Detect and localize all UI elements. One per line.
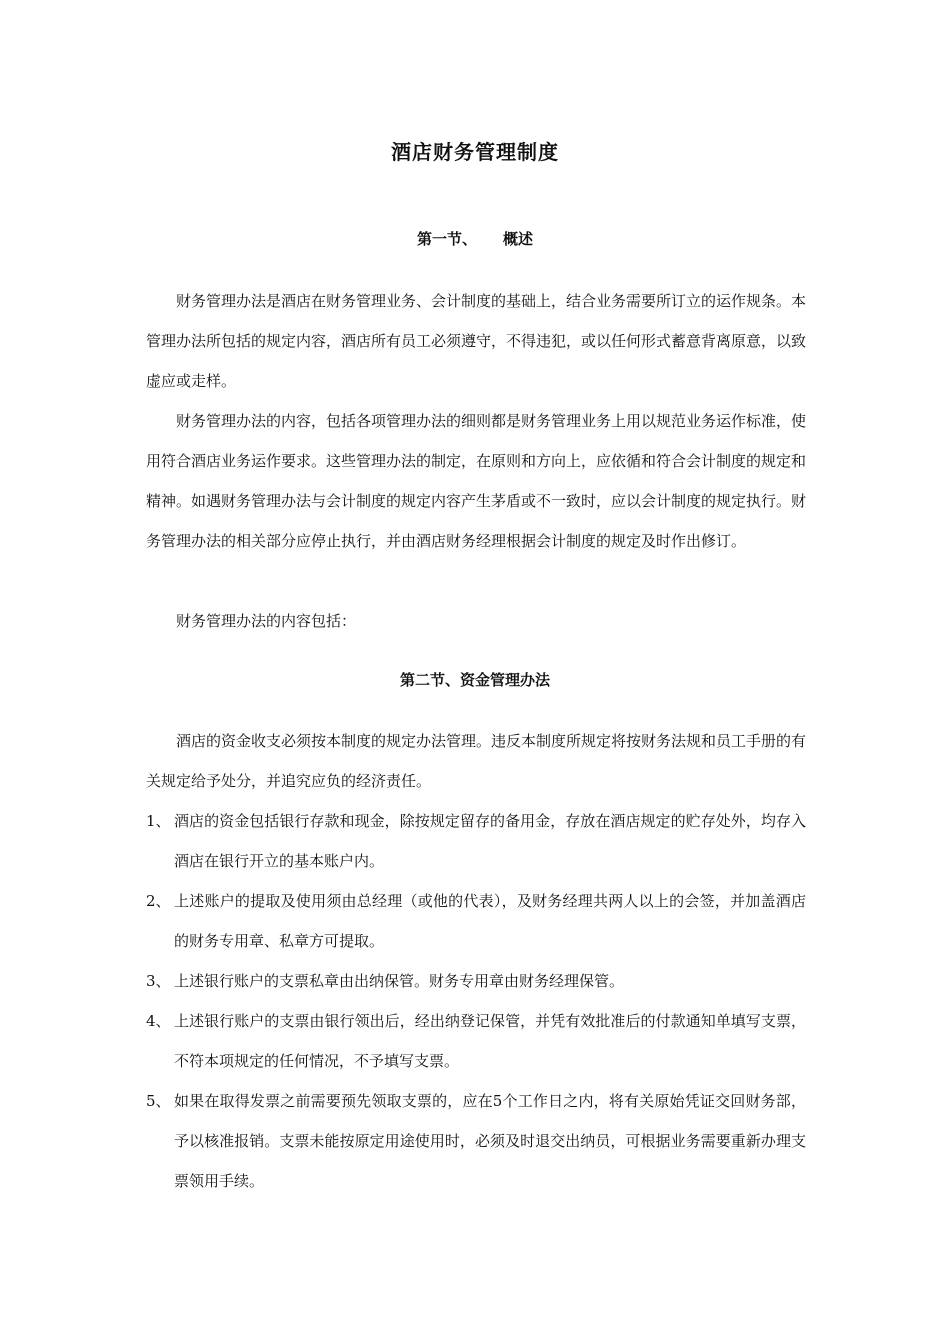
list-item-text: 酒店的资金包括银行存款和现金，除按规定留存的备用金，存放在酒店规定的贮存处外，均存入酒店在银行开立的基本账户内。 <box>174 812 806 870</box>
section-1-paragraph: 财务管理办法的内容包括： <box>176 612 357 630</box>
list-item <box>146 801 806 881</box>
fund-rules-list <box>146 801 806 1201</box>
list-item-number: 4、 <box>146 1012 171 1030</box>
section-2-intro: 酒店的资金收支必须按本制度的规定办法管理。违反本制度所规定将按财务法规和员工手册的有关规定给予处分，并追究应负的经济责任。 <box>146 732 807 790</box>
list-item-text: 上述银行账户的支票由银行领出后，经出纳登记保管，并凭有效批准后的付款通知单填写支票，不符本项规定的任何情况，不予填写支票。 <box>174 1012 806 1070</box>
section-1-paragraph: 财务管理办法是酒店在财务管理业务、会计制度的基础上，结合业务需要所订立的运作规条。本管理办法所包括的规定内容，酒店所有员工必须遵守，不得违犯，或以任何形式蓄意背离原意，以致虚应或走样。 <box>146 292 807 390</box>
list-item <box>146 881 806 961</box>
list-item-text: 上述账户的提取及使用须由总经理（或他的代表），及财务经理共两人以上的会签，并加盖酒店的财务专用章、私章方可提取。 <box>174 892 806 950</box>
section-1-name: 概述 <box>503 230 534 248</box>
document-title: 酒店财务管理制度 <box>391 140 559 164</box>
list-item <box>146 1001 806 1081</box>
section-1-paragraph: 财务管理办法的内容，包括各项管理办法的细则都是财务管理业务上用以规范业务运作标准，使用符合酒店业务运作要求。这些管理办法的制定，在原则和方向上，应依循和符合会计制度的规定和精神。如遇财务管理办法与会计制度的规定内容产生茅盾或不一致时，应以会计制度的规定执行。财务管理办法的相关部分应停止执行，并由酒店财务经理根据会计制度的规定及时作出修订。 <box>146 412 807 550</box>
list-item-number: 1、 <box>146 812 171 830</box>
list-item-number: 2、 <box>146 892 171 910</box>
list-item-number: 5、 <box>146 1092 171 1110</box>
section-1-heading <box>0 228 950 250</box>
list-item-number: 3、 <box>146 972 171 990</box>
list-item-text: 如果在取得发票之前需要预先领取支票的，应在5个工作日之内，将有关原始凭证交回财务部，予以核准报销。支票未能按原定用途使用时，必须及时退交出纳员，可根据业务需要重新办理支票领用手续。 <box>174 1092 806 1190</box>
section-2-heading: 第二节、资金管理办法 <box>399 671 550 689</box>
list-item-text: 上述银行账户的支票私章由出纳保管。财务专用章由财务经理保管。 <box>174 972 625 990</box>
list-item <box>146 1081 806 1201</box>
section-1-number: 第一节、 <box>416 230 477 248</box>
list-item <box>146 961 806 1001</box>
